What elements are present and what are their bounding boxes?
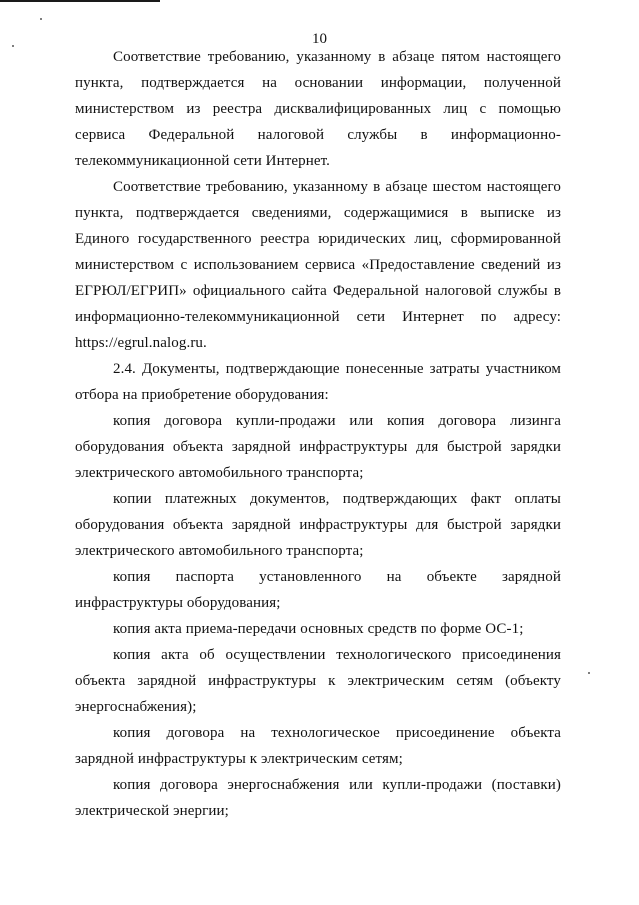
list-item-energy-contract: копия договора энергоснабжения или купли-продажи (поставки) электрической энергии; — [75, 777, 561, 819]
list-item-purchase-contract: копия договора купли-продажи или копия договора лизинга оборудования объекта зарядной инфраструктуры для быстрой зарядки электрического автомобильного транспорта; — [75, 413, 561, 481]
list-item-payment-documents: копии платежных документов, подтверждающих факт оплаты оборудования объекта зарядной инфраструктуры для быстрой зарядки электрического автомобильного транспорта; — [75, 491, 561, 559]
paragraph-disqualified-registry: Соответствие требованию, указанному в абзаце пятом настоящего пункта, подтверждается на основании информации, полученной министерством из реестра дисквалифицированных лиц с помощью сервиса Федеральной налоговой службы в информационно-телекоммуникационной сети Интернет. — [75, 49, 561, 169]
list-item-connection-contract: копия договора на технологическое присоединение объекта зарядной инфраструктуры к электрическим сетям; — [75, 725, 561, 767]
paragraph-section-2-4: 2.4. Документы, подтверждающие понесенные затраты участником отбора на приобретение оборудования: — [75, 361, 561, 403]
document-body — [75, 44, 561, 824]
scan-speck — [40, 18, 42, 20]
scan-top-rule — [0, 0, 160, 2]
list-item-equipment-passport: копия паспорта установленного на объекте зарядной инфраструктуры оборудования; — [75, 569, 561, 611]
list-item-connection-act: копия акта об осуществлении технологического присоединения объекта зарядной инфраструктуры к электрическим сетям (объекту энергоснабжения); — [75, 647, 561, 715]
scan-speck — [588, 672, 590, 674]
list-item-acceptance-act: копия акта приема-передачи основных средств по форме ОС-1; — [113, 621, 524, 637]
page-number: 10 — [312, 31, 327, 47]
paragraph-egrul-extract: Соответствие требованию, указанному в абзаце шестом настоящего пункта, подтверждается сведениями, содержащимися в выписке из Единого государственного реестра юридических лиц, сформированной министерством с использованием сервиса «Предоставление сведений из ЕГРЮЛ/ЕГРИП» официального сайта Федеральной налоговой службы в информационно-телекоммуникационной сети Интернет по адресу: https://egrul.nalog.ru. — [75, 179, 561, 351]
